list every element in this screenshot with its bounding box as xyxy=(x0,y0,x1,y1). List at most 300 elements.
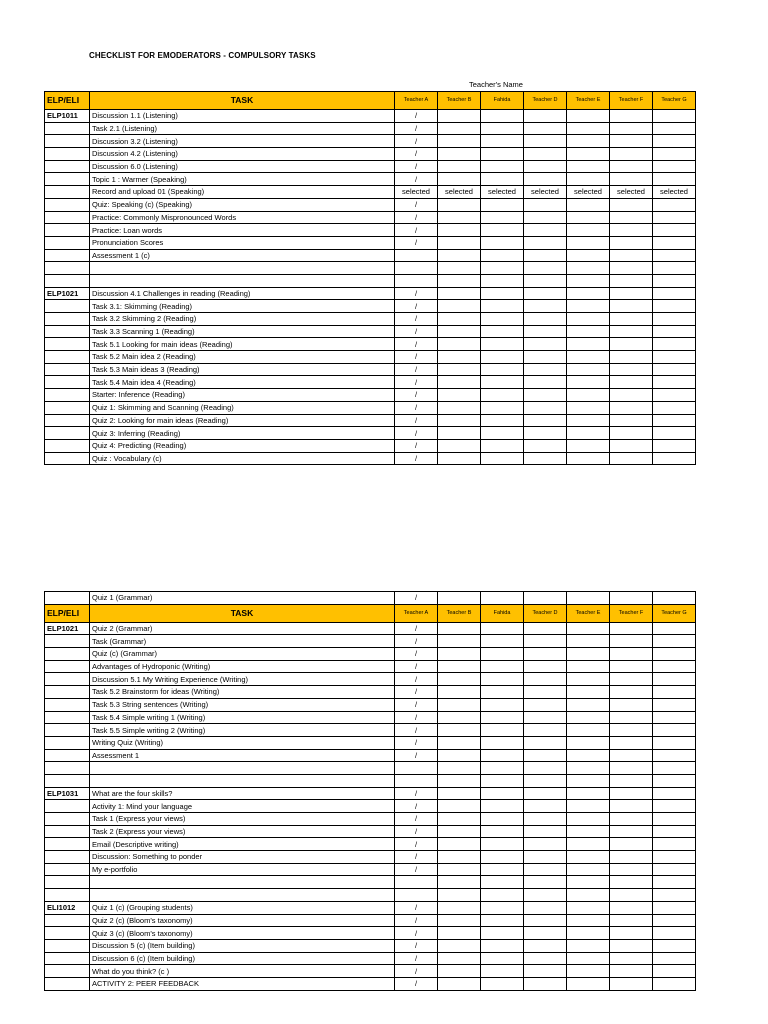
row-mark: / xyxy=(395,787,438,800)
row-code xyxy=(45,863,90,876)
table-row xyxy=(45,648,696,661)
row-mark xyxy=(567,901,610,914)
row-task: Quiz: Speaking (c) (Speaking) xyxy=(90,198,395,211)
row-task: Discussion 6 (c) (Item building) xyxy=(90,952,395,965)
row-mark xyxy=(481,813,524,826)
table-row xyxy=(45,414,696,427)
row-code xyxy=(45,224,90,237)
row-mark xyxy=(524,401,567,414)
row-mark xyxy=(438,224,481,237)
row-mark xyxy=(567,135,610,148)
table-row xyxy=(45,122,696,135)
row-task: Discussion 4.2 (Listening) xyxy=(90,148,395,161)
row-code xyxy=(45,952,90,965)
table-row xyxy=(45,901,696,914)
row-mark: / xyxy=(395,965,438,978)
table-row xyxy=(45,686,696,699)
row-mark xyxy=(438,977,481,990)
row-code xyxy=(45,939,90,952)
row-task: Discussion: Something to ponder xyxy=(90,851,395,864)
row-mark xyxy=(653,439,696,452)
row-mark xyxy=(610,351,653,364)
row-mark xyxy=(481,262,524,275)
row-mark xyxy=(524,173,567,186)
table-row xyxy=(45,749,696,762)
row-mark xyxy=(567,160,610,173)
row-mark xyxy=(481,122,524,135)
teachers-name-label: Teacher's Name xyxy=(469,80,523,89)
row-mark xyxy=(438,851,481,864)
row-mark xyxy=(481,635,524,648)
row-mark: / xyxy=(395,325,438,338)
row-code xyxy=(45,686,90,699)
row-mark xyxy=(481,774,524,787)
row-mark xyxy=(567,787,610,800)
row-task: Assessment 1 (c) xyxy=(90,249,395,262)
table-row xyxy=(45,274,696,287)
row-mark xyxy=(653,427,696,440)
row-mark xyxy=(567,863,610,876)
header-row xyxy=(45,92,696,110)
row-mark xyxy=(653,198,696,211)
row-code xyxy=(45,825,90,838)
row-mark: / xyxy=(395,686,438,699)
row-mark xyxy=(438,622,481,635)
row-code xyxy=(45,338,90,351)
row-mark: / xyxy=(395,224,438,237)
row-mark xyxy=(567,736,610,749)
row-mark xyxy=(481,863,524,876)
row-code xyxy=(45,160,90,173)
row-mark xyxy=(481,724,524,737)
row-task: What do you think? (c ) xyxy=(90,965,395,978)
row-mark xyxy=(653,122,696,135)
row-task: Record and upload 01 (Speaking) xyxy=(90,186,395,199)
row-mark xyxy=(438,401,481,414)
row-task xyxy=(90,889,395,902)
row-mark xyxy=(438,749,481,762)
row-mark xyxy=(653,939,696,952)
row-mark xyxy=(653,914,696,927)
row-mark xyxy=(438,148,481,161)
table-row xyxy=(45,363,696,376)
table-row xyxy=(45,262,696,275)
row-task xyxy=(90,774,395,787)
row-mark xyxy=(653,965,696,978)
row-mark xyxy=(653,622,696,635)
row-mark xyxy=(481,160,524,173)
table-row xyxy=(45,211,696,224)
row-mark xyxy=(653,762,696,775)
row-mark xyxy=(653,414,696,427)
row-mark xyxy=(610,736,653,749)
row-task: Quiz 2 (c) (Bloom's taxonomy) xyxy=(90,914,395,927)
row-mark xyxy=(610,952,653,965)
row-mark xyxy=(438,376,481,389)
table-row xyxy=(45,224,696,237)
row-task xyxy=(90,262,395,275)
row-mark: / xyxy=(395,825,438,838)
table-row xyxy=(45,965,696,978)
row-mark xyxy=(567,173,610,186)
row-mark xyxy=(438,173,481,186)
checklist-table-1 xyxy=(44,91,696,465)
row-mark xyxy=(481,414,524,427)
table-row xyxy=(45,813,696,826)
row-mark xyxy=(524,363,567,376)
row-mark xyxy=(481,698,524,711)
row-mark: / xyxy=(395,914,438,927)
row-mark xyxy=(481,427,524,440)
row-mark xyxy=(438,711,481,724)
row-mark xyxy=(438,363,481,376)
row-mark xyxy=(481,376,524,389)
row-mark xyxy=(481,977,524,990)
row-code xyxy=(45,635,90,648)
row-task: Task 5.1 Looking for main ideas (Reading) xyxy=(90,338,395,351)
row-mark xyxy=(610,401,653,414)
row-task: Task 5.4 Simple writing 1 (Writing) xyxy=(90,711,395,724)
row-mark xyxy=(567,952,610,965)
row-mark xyxy=(524,160,567,173)
row-mark xyxy=(438,122,481,135)
row-mark xyxy=(567,914,610,927)
row-code xyxy=(45,673,90,686)
row-mark: / xyxy=(395,389,438,402)
row-mark xyxy=(653,110,696,123)
row-mark: / xyxy=(395,660,438,673)
row-mark xyxy=(653,749,696,762)
row-mark xyxy=(524,211,567,224)
row-mark: / xyxy=(395,452,438,465)
header-teacher: Fahida xyxy=(481,604,524,622)
row-mark xyxy=(524,813,567,826)
row-task: Quiz 2: Looking for main ideas (Reading) xyxy=(90,414,395,427)
row-mark xyxy=(567,592,610,605)
row-mark: / xyxy=(395,863,438,876)
row-mark xyxy=(481,325,524,338)
row-mark xyxy=(653,774,696,787)
row-mark xyxy=(395,762,438,775)
row-mark xyxy=(524,148,567,161)
row-mark xyxy=(438,427,481,440)
header-teacher: Teacher F xyxy=(610,92,653,110)
row-mark xyxy=(653,800,696,813)
row-task: Email (Descriptive writing) xyxy=(90,838,395,851)
row-mark xyxy=(567,122,610,135)
row-mark xyxy=(567,889,610,902)
row-mark xyxy=(481,236,524,249)
row-mark xyxy=(438,198,481,211)
row-mark xyxy=(610,851,653,864)
row-mark xyxy=(567,376,610,389)
row-mark xyxy=(610,313,653,326)
row-task: Quiz 3: Inferring (Reading) xyxy=(90,427,395,440)
row-mark: / xyxy=(395,401,438,414)
row-mark xyxy=(610,249,653,262)
table-row xyxy=(45,673,696,686)
row-mark xyxy=(567,851,610,864)
row-code xyxy=(45,363,90,376)
row-mark xyxy=(653,851,696,864)
row-task: Topic 1 : Warmer (Speaking) xyxy=(90,173,395,186)
row-mark xyxy=(653,724,696,737)
table-row xyxy=(45,198,696,211)
row-mark xyxy=(610,965,653,978)
row-mark xyxy=(610,800,653,813)
row-mark: selected xyxy=(395,186,438,199)
row-mark: / xyxy=(395,338,438,351)
row-mark xyxy=(610,363,653,376)
row-mark xyxy=(610,135,653,148)
row-mark xyxy=(653,173,696,186)
row-mark xyxy=(524,325,567,338)
row-mark xyxy=(438,160,481,173)
row-mark xyxy=(481,660,524,673)
row-mark xyxy=(524,749,567,762)
row-code xyxy=(45,876,90,889)
table-row xyxy=(45,236,696,249)
row-mark xyxy=(610,686,653,699)
row-mark xyxy=(395,876,438,889)
row-code xyxy=(45,186,90,199)
row-mark xyxy=(395,774,438,787)
row-mark xyxy=(481,287,524,300)
row-mark xyxy=(567,211,610,224)
row-mark: / xyxy=(395,414,438,427)
row-code: ELI1012 xyxy=(45,901,90,914)
row-mark xyxy=(653,825,696,838)
row-mark xyxy=(610,376,653,389)
row-mark xyxy=(481,173,524,186)
row-mark xyxy=(610,749,653,762)
row-task: Discussion 6.0 (Listening) xyxy=(90,160,395,173)
row-task: Discussion 5.1 My Writing Experience (Writing) xyxy=(90,673,395,686)
row-mark xyxy=(610,914,653,927)
row-mark xyxy=(481,198,524,211)
row-mark xyxy=(524,724,567,737)
row-mark xyxy=(481,389,524,402)
row-mark: / xyxy=(395,427,438,440)
row-mark xyxy=(610,889,653,902)
row-mark xyxy=(438,274,481,287)
row-mark: / xyxy=(395,749,438,762)
row-code xyxy=(45,774,90,787)
header-teacher: Fahida xyxy=(481,92,524,110)
table-row xyxy=(45,876,696,889)
row-mark xyxy=(567,110,610,123)
table-row xyxy=(45,762,696,775)
row-mark xyxy=(610,648,653,661)
row-mark xyxy=(610,414,653,427)
row-mark xyxy=(524,427,567,440)
row-mark xyxy=(481,439,524,452)
row-mark xyxy=(567,825,610,838)
row-mark xyxy=(610,148,653,161)
row-mark xyxy=(567,414,610,427)
table-row xyxy=(45,389,696,402)
row-mark xyxy=(610,300,653,313)
table-row xyxy=(45,160,696,173)
row-mark xyxy=(610,711,653,724)
header-code: ELP/ELI xyxy=(45,92,90,110)
table-row xyxy=(45,313,696,326)
table-row xyxy=(45,592,696,605)
row-mark xyxy=(438,952,481,965)
row-mark xyxy=(653,977,696,990)
row-mark: / xyxy=(395,376,438,389)
table-row xyxy=(45,863,696,876)
row-mark xyxy=(567,325,610,338)
row-mark: / xyxy=(395,635,438,648)
table-row xyxy=(45,135,696,148)
row-mark xyxy=(567,262,610,275)
row-mark xyxy=(524,622,567,635)
row-mark xyxy=(567,389,610,402)
row-code xyxy=(45,351,90,364)
row-mark: / xyxy=(395,939,438,952)
row-mark xyxy=(481,452,524,465)
row-mark xyxy=(567,249,610,262)
table-row xyxy=(45,338,696,351)
row-mark xyxy=(653,863,696,876)
row-mark xyxy=(653,838,696,851)
row-code xyxy=(45,838,90,851)
row-mark xyxy=(653,889,696,902)
row-mark xyxy=(438,249,481,262)
row-mark xyxy=(567,148,610,161)
row-task: Task 2.1 (Listening) xyxy=(90,122,395,135)
row-task: Advantages of Hydroponic (Writing) xyxy=(90,660,395,673)
row-task: Task 3.2 Skimming 2 (Reading) xyxy=(90,313,395,326)
row-mark xyxy=(438,876,481,889)
row-mark xyxy=(610,592,653,605)
header-row xyxy=(45,604,696,622)
row-mark xyxy=(567,686,610,699)
row-mark xyxy=(610,274,653,287)
row-mark xyxy=(653,363,696,376)
row-mark xyxy=(610,939,653,952)
row-mark xyxy=(610,262,653,275)
row-mark xyxy=(567,622,610,635)
row-task: What are the four skills? xyxy=(90,787,395,800)
row-mark xyxy=(481,135,524,148)
row-mark xyxy=(438,325,481,338)
row-mark xyxy=(524,927,567,940)
row-task: Discussion 1.1 (Listening) xyxy=(90,110,395,123)
table-row xyxy=(45,838,696,851)
row-mark xyxy=(481,622,524,635)
checklist-table-2 xyxy=(44,591,696,991)
row-mark xyxy=(610,876,653,889)
row-mark xyxy=(610,452,653,465)
row-mark xyxy=(524,939,567,952)
row-mark xyxy=(524,787,567,800)
row-mark xyxy=(610,635,653,648)
row-code xyxy=(45,439,90,452)
row-mark xyxy=(567,838,610,851)
row-mark xyxy=(567,698,610,711)
row-mark xyxy=(610,389,653,402)
table-row xyxy=(45,427,696,440)
row-mark xyxy=(524,122,567,135)
row-mark: / xyxy=(395,698,438,711)
row-mark: / xyxy=(395,952,438,965)
table-row xyxy=(45,660,696,673)
row-mark xyxy=(438,287,481,300)
row-mark: / xyxy=(395,148,438,161)
row-mark: / xyxy=(395,313,438,326)
row-mark xyxy=(438,592,481,605)
row-mark xyxy=(438,800,481,813)
row-task: Pronunciation Scores xyxy=(90,236,395,249)
row-task: ACTIVITY 2: PEER FEEDBACK xyxy=(90,977,395,990)
header-teacher: Teacher G xyxy=(653,604,696,622)
row-code xyxy=(45,198,90,211)
table-row xyxy=(45,376,696,389)
row-code xyxy=(45,965,90,978)
row-mark xyxy=(524,698,567,711)
row-mark xyxy=(524,686,567,699)
row-mark xyxy=(438,110,481,123)
row-code xyxy=(45,914,90,927)
header-teacher: Teacher A xyxy=(395,92,438,110)
header-teacher: Teacher B xyxy=(438,92,481,110)
header-teacher: Teacher G xyxy=(653,92,696,110)
row-mark xyxy=(610,338,653,351)
row-task: Activity 1: Mind your language xyxy=(90,800,395,813)
row-mark xyxy=(610,211,653,224)
row-mark xyxy=(524,711,567,724)
row-mark xyxy=(481,211,524,224)
row-mark xyxy=(653,711,696,724)
row-mark xyxy=(438,736,481,749)
row-mark xyxy=(653,300,696,313)
row-mark xyxy=(481,686,524,699)
row-mark xyxy=(567,800,610,813)
row-mark xyxy=(653,338,696,351)
row-mark xyxy=(567,673,610,686)
row-mark: / xyxy=(395,736,438,749)
table-row xyxy=(45,452,696,465)
row-code xyxy=(45,452,90,465)
row-mark xyxy=(567,635,610,648)
row-mark: / xyxy=(395,122,438,135)
row-task: Quiz 1: Skimming and Scanning (Reading) xyxy=(90,401,395,414)
row-code xyxy=(45,977,90,990)
row-code xyxy=(45,762,90,775)
row-mark xyxy=(653,452,696,465)
row-mark xyxy=(610,762,653,775)
row-mark xyxy=(524,838,567,851)
row-task: Quiz 2 (Grammar) xyxy=(90,622,395,635)
row-code xyxy=(45,325,90,338)
row-mark xyxy=(610,787,653,800)
table-row xyxy=(45,635,696,648)
row-mark: / xyxy=(395,927,438,940)
row-mark xyxy=(481,401,524,414)
row-mark xyxy=(653,787,696,800)
row-mark xyxy=(524,825,567,838)
row-code xyxy=(45,236,90,249)
row-mark xyxy=(610,673,653,686)
row-mark: / xyxy=(395,160,438,173)
row-code: ELP1011 xyxy=(45,110,90,123)
row-code xyxy=(45,851,90,864)
row-mark xyxy=(653,236,696,249)
row-mark: / xyxy=(395,351,438,364)
row-mark xyxy=(524,876,567,889)
